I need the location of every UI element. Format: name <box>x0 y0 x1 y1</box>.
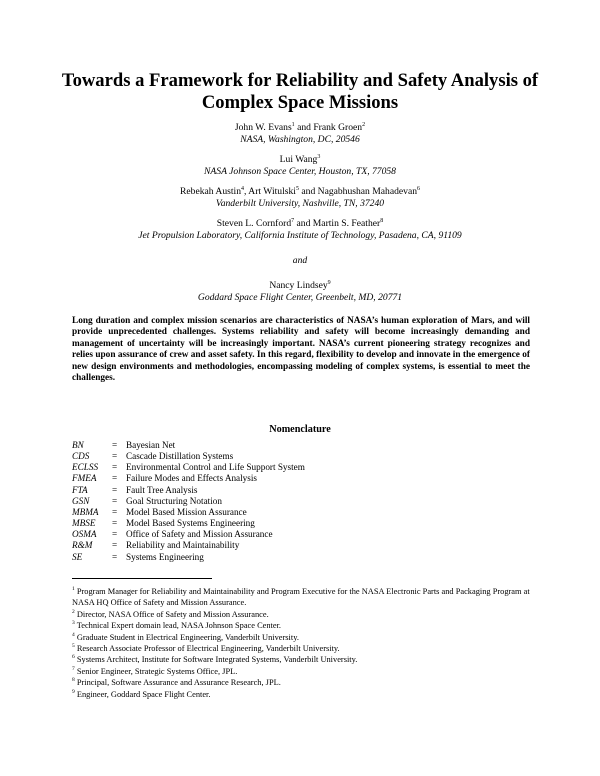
nomenclature-eq: = <box>112 518 118 529</box>
nomenclature-eq: = <box>112 473 118 484</box>
author-sup: 8 <box>380 217 384 224</box>
footnote-text: Senior Engineer, Strategic Systems Office, JPL. <box>76 666 238 676</box>
author-sep: , <box>244 186 249 197</box>
footnote <box>72 689 530 700</box>
author-sup: 6 <box>417 185 421 192</box>
author-name: Nancy Lindsey <box>269 280 328 291</box>
nomenclature-eq: = <box>112 540 118 551</box>
author-sep: and <box>298 186 318 197</box>
nomenclature-abbr: FTA <box>72 484 88 495</box>
nomenclature-eq: = <box>112 551 118 562</box>
author-block <box>60 280 540 303</box>
abstract: Long duration and complex mission scenarios are characteristics of NASA’s human exploration of Mars, and will provide unprecedented challenges. Systems reliability and safety will become increasingly demanding and management of uncertainty will be increasingly important. NASA’s current pioneering strategy recognizes and relies upon assurance of crew and asset safety. In this regard, flexibility to develop and innovate in the emergence of new design environments and methodologies, encompassing modeling of complex systems, is essential to meet the challenges. <box>72 316 530 384</box>
footnote-number: 2 <box>72 609 75 616</box>
footnote <box>72 643 530 654</box>
footnote-number: 1 <box>72 586 75 593</box>
author-names <box>60 186 540 198</box>
author-name: Lui Wang <box>279 154 318 165</box>
author-sup: 4 <box>241 185 245 192</box>
author-affiliation: Jet Propulsion Laboratory, California Institute of Technology, Pasadena, CA, 91109 <box>138 229 462 241</box>
nomenclature-row <box>72 552 305 563</box>
nomenclature-def: Systems Engineering <box>126 551 204 562</box>
footnote-number: 4 <box>72 631 75 638</box>
nomenclature-row <box>72 507 305 518</box>
nomenclature-def: Model Based Mission Assurance <box>126 506 247 517</box>
nomenclature-def: Goal Structuring Notation <box>126 495 222 506</box>
nomenclature-row <box>72 518 305 529</box>
footnote-divider <box>72 578 212 579</box>
footnote-text: Engineer, Goddard Space Flight Center. <box>76 689 211 699</box>
footnote-number: 7 <box>72 666 75 673</box>
footnote <box>72 609 530 620</box>
nomenclature-row <box>72 540 305 551</box>
author-names <box>60 154 540 166</box>
author-names <box>60 280 540 292</box>
author-name: John W. Evans <box>234 122 292 133</box>
nomenclature-abbr: MBSE <box>72 518 96 529</box>
footnote-number: 3 <box>72 620 75 627</box>
footnote <box>72 586 530 609</box>
nomenclature-abbr: SE <box>72 551 83 562</box>
author-sup: 1 <box>291 121 295 128</box>
author-affiliation: NASA, Washington, DC, 20546 <box>240 133 360 145</box>
title-line-2: Complex Space Missions <box>201 92 399 113</box>
footnote <box>72 632 530 643</box>
footnote-text: Director, NASA Office of Safety and Mission Assurance. <box>76 609 269 619</box>
nomenclature-title: Nomenclature <box>269 424 331 435</box>
footnote-list <box>72 586 530 700</box>
nomenclature-row <box>72 462 305 473</box>
author-sup: 5 <box>295 185 299 192</box>
nomenclature-row <box>72 496 305 507</box>
author-and: and <box>292 255 308 266</box>
author-name: Martin S. Feather <box>312 218 381 229</box>
footnote-text: Principal, Software Assurance and Assurance Research, JPL. <box>76 678 281 688</box>
nomenclature-row <box>72 529 305 540</box>
footnote-number: 6 <box>72 654 75 661</box>
footnote-text: Systems Architect, Institute for Software Integrated Systems, Vanderbilt University. <box>76 655 358 665</box>
nomenclature-def: Environmental Control and Life Support System <box>126 462 305 473</box>
author-sup: 3 <box>317 153 321 160</box>
author-sup: 9 <box>327 279 331 286</box>
author-name: Rebekah Austin <box>179 186 242 197</box>
author-list <box>60 122 540 312</box>
nomenclature-eq: = <box>112 451 118 462</box>
author-block <box>60 186 540 209</box>
title-line-1: Towards a Framework for Reliability and Safety Analysis of <box>61 70 539 91</box>
nomenclature-def: Cascade Distillation Systems <box>126 451 234 462</box>
nomenclature-list <box>72 440 305 563</box>
author-name: Nagabhushan Mahadevan <box>317 186 418 197</box>
nomenclature-abbr: GSN <box>72 495 90 506</box>
nomenclature-eq: = <box>112 462 118 473</box>
paper-title <box>40 70 560 114</box>
nomenclature-def: Office of Safety and Mission Assurance <box>126 529 273 540</box>
author-name: Art Witulski <box>248 186 296 197</box>
footnote-number: 9 <box>72 688 75 695</box>
author-affiliation: Goddard Space Flight Center, Greenbelt, MD, 20771 <box>197 291 403 303</box>
footnote-text: Graduate Student in Electrical Engineering, Vanderbilt University. <box>76 632 299 642</box>
author-sep: and <box>294 218 313 229</box>
footnote <box>72 677 530 688</box>
footnote-number: 8 <box>72 677 75 684</box>
nomenclature-eq: = <box>112 506 118 517</box>
footnote <box>72 620 530 631</box>
nomenclature-abbr: R&M <box>72 540 93 551</box>
nomenclature-def: Failure Modes and Effects Analysis <box>126 473 257 484</box>
author-names <box>60 218 540 230</box>
footnote-text: Research Associate Professor of Electrical Engineering, Vanderbilt University. <box>76 644 340 654</box>
nomenclature-abbr: FMEA <box>72 473 97 484</box>
author-sup: 7 <box>291 217 295 224</box>
nomenclature-eq: = <box>112 484 118 495</box>
nomenclature-eq: = <box>112 495 118 506</box>
author-block <box>60 154 540 177</box>
nomenclature-row <box>72 473 305 484</box>
footnote-text: Program Manager for Reliability and Maintainability and Program Executive for the NASA Electronic Parts and Packaging Program at NASA HQ Office of Safety and Mission Assurance. <box>72 587 530 608</box>
nomenclature-def: Bayesian Net <box>126 440 176 450</box>
nomenclature-abbr: BN <box>72 440 84 450</box>
footnote-number: 5 <box>72 643 75 650</box>
author-block <box>60 122 540 145</box>
author-block <box>60 218 540 241</box>
author-sup: 2 <box>362 121 366 128</box>
nomenclature-def: Fault Tree Analysis <box>126 484 198 495</box>
nomenclature-abbr: OSMA <box>72 529 97 540</box>
author-name: Frank Groen <box>313 122 363 133</box>
nomenclature-abbr: MBMA <box>72 506 99 517</box>
nomenclature-row <box>72 451 305 462</box>
footnote-text: Technical Expert domain lead, NASA Johnson Space Center. <box>76 621 282 631</box>
nomenclature-row <box>72 440 305 451</box>
author-name: Steven L. Cornford <box>216 218 292 229</box>
nomenclature-abbr: CDS <box>72 451 90 462</box>
nomenclature-row <box>72 485 305 496</box>
nomenclature-eq: = <box>112 440 118 450</box>
nomenclature-def: Reliability and Maintainability <box>126 540 240 551</box>
author-affiliation: NASA Johnson Space Center, Houston, TX, 77058 <box>204 165 396 177</box>
author-names <box>60 122 540 134</box>
nomenclature-eq: = <box>112 529 118 540</box>
footnote <box>72 654 530 665</box>
author-affiliation: Vanderbilt University, Nashville, TN, 37240 <box>215 197 385 209</box>
author-sep: and <box>294 122 314 133</box>
nomenclature-abbr: ECLSS <box>72 462 99 473</box>
nomenclature-def: Model Based Systems Engineering <box>126 518 255 529</box>
footnote <box>72 666 530 677</box>
